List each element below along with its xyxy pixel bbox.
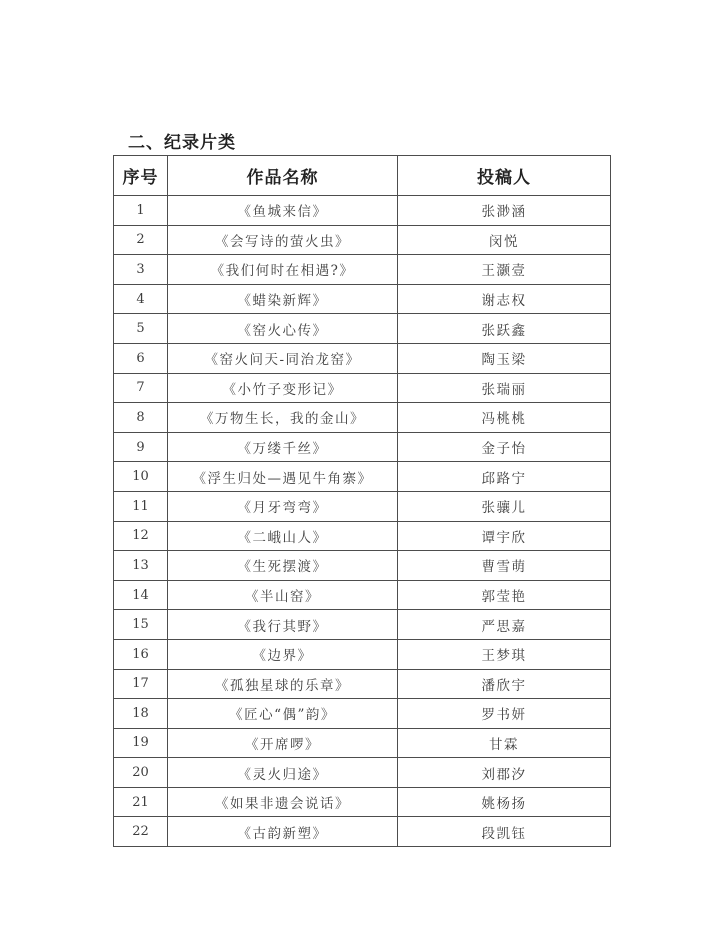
row-number: 11 — [114, 491, 168, 521]
header-cell-no: 序号 — [114, 156, 168, 196]
row-number: 15 — [114, 610, 168, 640]
submitter-name: 潘欣宇 — [398, 669, 611, 699]
header-cell-title: 作品名称 — [168, 156, 398, 196]
submitter-name: 刘郡汐 — [398, 758, 611, 788]
work-title: 《灵火归途》 — [168, 758, 398, 788]
section-heading: 二、纪录片类 — [128, 133, 236, 152]
row-number: 5 — [114, 314, 168, 344]
work-title: 《月牙弯弯》 — [168, 491, 398, 521]
row-number: 9 — [114, 432, 168, 462]
submitter-name: 金子怡 — [398, 432, 611, 462]
work-title: 《开席啰》 — [168, 728, 398, 758]
work-title: 《孤独星球的乐章》 — [168, 669, 398, 699]
table-row — [114, 225, 611, 255]
table-row — [114, 255, 611, 285]
row-number: 21 — [114, 787, 168, 817]
table-row — [114, 551, 611, 581]
row-number: 14 — [114, 580, 168, 610]
table-row — [114, 639, 611, 669]
submitter-name: 姚杨扬 — [398, 787, 611, 817]
submitter-name: 闵悦 — [398, 225, 611, 255]
table-row — [114, 432, 611, 462]
table-row — [114, 758, 611, 788]
submitter-name: 张骧儿 — [398, 491, 611, 521]
row-number: 1 — [114, 196, 168, 226]
table-row — [114, 196, 611, 226]
submitter-name: 甘霖 — [398, 728, 611, 758]
work-title: 《浮生归处—遇见牛角寨》 — [168, 462, 398, 492]
work-title: 《匠心“偶”韵》 — [168, 699, 398, 729]
table-row — [114, 817, 611, 847]
submitter-name: 谢志权 — [398, 284, 611, 314]
work-title: 《窑火问天-同治龙窑》 — [168, 343, 398, 373]
submitter-name: 王梦琪 — [398, 639, 611, 669]
table-header — [114, 156, 611, 196]
submitter-name: 张瑞丽 — [398, 373, 611, 403]
table-row — [114, 462, 611, 492]
row-number: 19 — [114, 728, 168, 758]
submitter-name: 段凯钰 — [398, 817, 611, 847]
work-title: 《万缕千丝》 — [168, 432, 398, 462]
submitter-name: 陶玉梁 — [398, 343, 611, 373]
submitter-name: 谭宇欣 — [398, 521, 611, 551]
submitter-name: 曹雪萌 — [398, 551, 611, 581]
row-number: 17 — [114, 669, 168, 699]
submitter-name: 罗书妍 — [398, 699, 611, 729]
row-number: 2 — [114, 225, 168, 255]
work-title: 《万物生长，我的金山》 — [168, 403, 398, 433]
row-number: 3 — [114, 255, 168, 285]
submitter-name: 王灏壹 — [398, 255, 611, 285]
table-row — [114, 343, 611, 373]
table-row — [114, 521, 611, 551]
table-row — [114, 491, 611, 521]
table-body — [114, 196, 611, 847]
table-row — [114, 403, 611, 433]
row-number: 13 — [114, 551, 168, 581]
submitter-name: 邱路宁 — [398, 462, 611, 492]
table-row — [114, 728, 611, 758]
table-row — [114, 699, 611, 729]
row-number: 20 — [114, 758, 168, 788]
work-title: 《生死摆渡》 — [168, 551, 398, 581]
submitter-name: 严思嘉 — [398, 610, 611, 640]
work-title: 《如果非遗会说话》 — [168, 787, 398, 817]
row-number: 8 — [114, 403, 168, 433]
submitter-name: 张跃鑫 — [398, 314, 611, 344]
work-title: 《半山窑》 — [168, 580, 398, 610]
row-number: 10 — [114, 462, 168, 492]
table-row — [114, 580, 611, 610]
work-title: 《蜡染新辉》 — [168, 284, 398, 314]
submitter-name: 郭莹艳 — [398, 580, 611, 610]
row-number: 6 — [114, 343, 168, 373]
work-title: 《古韵新塑》 — [168, 817, 398, 847]
work-title: 《窑火心传》 — [168, 314, 398, 344]
row-number: 4 — [114, 284, 168, 314]
row-number: 12 — [114, 521, 168, 551]
work-title: 《我们何时在相遇?》 — [168, 255, 398, 285]
work-title: 《会写诗的萤火虫》 — [168, 225, 398, 255]
row-number: 7 — [114, 373, 168, 403]
work-title: 《我行其野》 — [168, 610, 398, 640]
work-title: 《二峨山人》 — [168, 521, 398, 551]
row-number: 16 — [114, 639, 168, 669]
row-number: 22 — [114, 817, 168, 847]
table-row — [114, 787, 611, 817]
work-title: 《鱼城来信》 — [168, 196, 398, 226]
work-title: 《小竹子变形记》 — [168, 373, 398, 403]
work-title: 《边界》 — [168, 639, 398, 669]
row-number: 18 — [114, 699, 168, 729]
table-row — [114, 314, 611, 344]
submitter-name: 张渺涵 — [398, 196, 611, 226]
table-row — [114, 669, 611, 699]
submissions-table — [113, 155, 611, 847]
submitter-name: 冯桃桃 — [398, 403, 611, 433]
header-cell-submitter: 投稿人 — [398, 156, 611, 196]
table-row — [114, 284, 611, 314]
table-row — [114, 610, 611, 640]
table-header-row — [114, 156, 611, 196]
table-row — [114, 373, 611, 403]
